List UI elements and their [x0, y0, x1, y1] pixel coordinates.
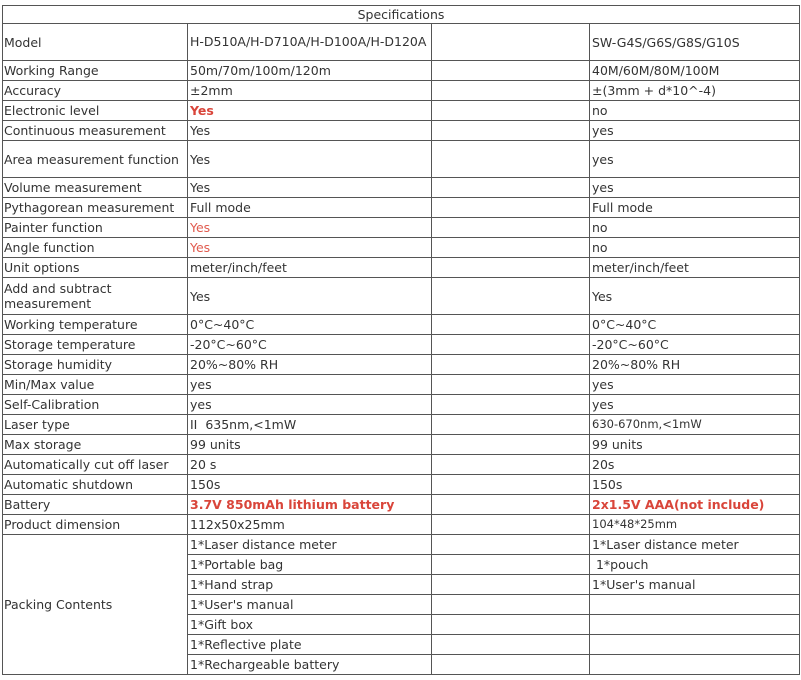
row-label: Product dimension: [3, 515, 188, 535]
empty-cell: [432, 258, 590, 278]
spec-row-angle-function: [3, 238, 800, 258]
value-b: 2x1.5V AAA(not include): [590, 495, 800, 515]
spec-row-accuracy: [3, 81, 800, 101]
value-b: 99 units: [590, 435, 800, 455]
empty-cell: [432, 218, 590, 238]
value-b: 40M/60M/80M/100M: [590, 61, 800, 81]
row-label: Pythagorean measurement: [3, 198, 188, 218]
spec-row-electronic-level: [3, 101, 800, 121]
spec-row-max-storage: [3, 435, 800, 455]
value-b: yes: [590, 121, 800, 141]
value-a: 20%~80% RH: [188, 355, 432, 375]
empty-cell: [432, 615, 590, 635]
table-title: Specifications: [3, 6, 800, 24]
row-label: Add and subtract measurement: [3, 278, 188, 315]
empty-cell: [432, 435, 590, 455]
empty-cell: [432, 455, 590, 475]
packing-item-a: 1*Hand strap: [188, 575, 432, 595]
packing-item-a: 1*Portable bag: [188, 555, 432, 575]
value-a: 112x50x25mm: [188, 515, 432, 535]
value-a: 20 s: [188, 455, 432, 475]
value-a: H-D510A/H-D710A/H-D100A/H-D120A: [188, 24, 432, 61]
packing-item-a: 1*Laser distance meter: [188, 535, 432, 555]
row-label: Model: [3, 24, 188, 61]
row-label: Max storage: [3, 435, 188, 455]
row-label: Painter function: [3, 218, 188, 238]
empty-cell: [432, 24, 590, 61]
packing-item-b: [590, 595, 800, 615]
spec-row-volume-measurement: [3, 178, 800, 198]
value-a: meter/inch/feet: [188, 258, 432, 278]
value-a: Yes: [188, 238, 432, 258]
value-b: yes: [590, 395, 800, 415]
packing-item-a: 1*Reflective plate: [188, 635, 432, 655]
empty-cell: [432, 375, 590, 395]
packing-label: Packing Contents: [3, 535, 188, 675]
spec-row-area-measurement: [3, 141, 800, 178]
value-b: yes: [590, 141, 800, 178]
row-label: Accuracy: [3, 81, 188, 101]
value-a: II 635nm,<1mW: [188, 415, 432, 435]
value-b: no: [590, 218, 800, 238]
spec-row-self-calibration: [3, 395, 800, 415]
empty-cell: [432, 81, 590, 101]
value-a: yes: [188, 375, 432, 395]
spec-row-storage-humidity: [3, 355, 800, 375]
value-a: Yes: [188, 141, 432, 178]
spec-row-product-dimension: [3, 515, 800, 535]
empty-cell: [432, 655, 590, 675]
value-a: 50m/70m/100m/120m: [188, 61, 432, 81]
spec-row-laser-type: [3, 415, 800, 435]
value-b: meter/inch/feet: [590, 258, 800, 278]
value-b: yes: [590, 375, 800, 395]
empty-cell: [432, 595, 590, 615]
spec-row-pythagorean-measurement: [3, 198, 800, 218]
row-label: Unit options: [3, 258, 188, 278]
value-b: 104*48*25mm: [590, 515, 800, 535]
empty-cell: [432, 315, 590, 335]
packing-item-b: 1*Laser distance meter: [590, 535, 800, 555]
empty-cell: [432, 395, 590, 415]
title-row: [3, 6, 800, 24]
spec-row-battery: [3, 495, 800, 515]
empty-cell: [432, 238, 590, 258]
empty-cell: [432, 121, 590, 141]
empty-cell: [432, 61, 590, 81]
empty-cell: [432, 141, 590, 178]
row-label: Continuous measurement: [3, 121, 188, 141]
empty-cell: [432, 515, 590, 535]
value-a: -20°C~60°C: [188, 335, 432, 355]
value-a: Yes: [188, 178, 432, 198]
value-a: 150s: [188, 475, 432, 495]
value-b: SW-G4S/G6S/G8S/G10S: [590, 24, 800, 61]
packing-item-a: 1*Gift box: [188, 615, 432, 635]
empty-cell: [432, 178, 590, 198]
value-b: 20s: [590, 455, 800, 475]
spec-row-unit-options: [3, 258, 800, 278]
row-label: Automatically cut off laser: [3, 455, 188, 475]
packing-item-b: [590, 615, 800, 635]
value-a: Full mode: [188, 198, 432, 218]
value-b: yes: [590, 178, 800, 198]
value-b: no: [590, 238, 800, 258]
packing-item-b: [590, 655, 800, 675]
row-label: Laser type: [3, 415, 188, 435]
value-a: Yes: [188, 278, 432, 315]
spec-row-add-subtract: [3, 278, 800, 315]
empty-cell: [432, 635, 590, 655]
packing-item-b: [590, 635, 800, 655]
value-a: ±2mm: [188, 81, 432, 101]
empty-cell: [432, 355, 590, 375]
packing-item-a: 1*Rechargeable battery: [188, 655, 432, 675]
value-a: 0°C~40°C: [188, 315, 432, 335]
row-label: Battery: [3, 495, 188, 515]
row-label: Min/Max value: [3, 375, 188, 395]
row-label: Volume measurement: [3, 178, 188, 198]
spec-row-continuous-measurement: [3, 121, 800, 141]
spec-row-auto-cut-off-laser: [3, 455, 800, 475]
spec-row-working-temperature: [3, 315, 800, 335]
empty-cell: [432, 415, 590, 435]
spec-row-working-range: [3, 61, 800, 81]
value-b: Yes: [590, 278, 800, 315]
value-b: 150s: [590, 475, 800, 495]
row-label: Electronic level: [3, 101, 188, 121]
empty-cell: [432, 575, 590, 595]
value-a: 3.7V 850mAh lithium battery: [188, 495, 432, 515]
row-label: Area measurement function: [3, 141, 188, 178]
value-b: 0°C~40°C: [590, 315, 800, 335]
value-a: Yes: [188, 101, 432, 121]
empty-cell: [432, 555, 590, 575]
value-b: 20%~80% RH: [590, 355, 800, 375]
empty-cell: [432, 101, 590, 121]
empty-cell: [432, 335, 590, 355]
value-a: 99 units: [188, 435, 432, 455]
packing-item-b: 1*pouch: [590, 555, 800, 575]
value-b: -20°C~60°C: [590, 335, 800, 355]
packing-row: [3, 535, 800, 555]
value-b: Full mode: [590, 198, 800, 218]
spec-row-model: [3, 24, 800, 61]
row-label: Working temperature: [3, 315, 188, 335]
row-label: Automatic shutdown: [3, 475, 188, 495]
empty-cell: [432, 198, 590, 218]
spec-row-storage-temperature: [3, 335, 800, 355]
value-b: 630-670nm,<1mW: [590, 415, 800, 435]
value-a: yes: [188, 395, 432, 415]
packing-item-a: 1*User's manual: [188, 595, 432, 615]
value-a: Yes: [188, 218, 432, 238]
empty-cell: [432, 535, 590, 555]
empty-cell: [432, 475, 590, 495]
value-b: ±(3mm + d*10^-4): [590, 81, 800, 101]
row-label: Angle function: [3, 238, 188, 258]
specifications-table: [2, 5, 800, 675]
empty-cell: [432, 278, 590, 315]
spec-row-automatic-shutdown: [3, 475, 800, 495]
row-label: Storage humidity: [3, 355, 188, 375]
spec-row-min-max: [3, 375, 800, 395]
row-label: Self-Calibration: [3, 395, 188, 415]
value-b: no: [590, 101, 800, 121]
spec-row-painter-function: [3, 218, 800, 238]
row-label: Working Range: [3, 61, 188, 81]
empty-cell: [432, 495, 590, 515]
value-a: Yes: [188, 121, 432, 141]
packing-item-b: 1*User's manual: [590, 575, 800, 595]
row-label: Storage temperature: [3, 335, 188, 355]
